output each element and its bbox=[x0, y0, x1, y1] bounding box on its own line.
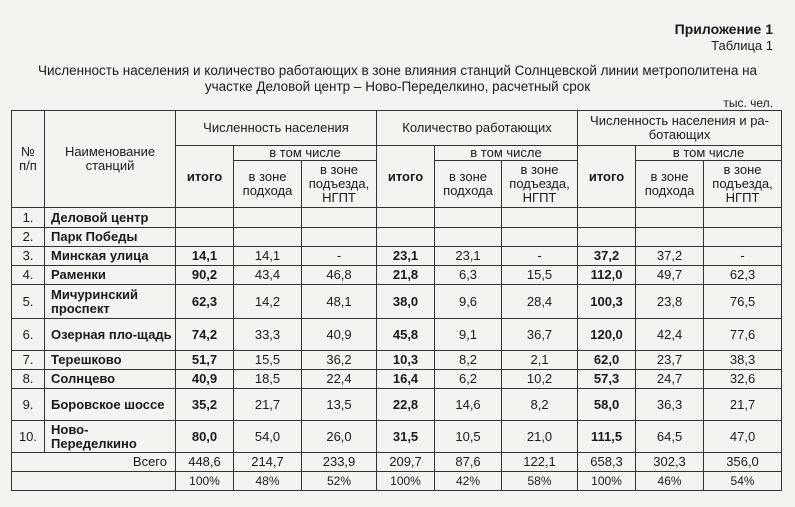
row-number: 4. bbox=[12, 266, 45, 285]
value-cell: 36,7 bbox=[502, 319, 578, 351]
station-name: Боровское шоссе bbox=[45, 389, 176, 421]
row-number: 2. bbox=[12, 228, 45, 247]
value-cell: 49,7 bbox=[636, 266, 704, 285]
row-number: 7. bbox=[12, 351, 45, 370]
percent-row bbox=[12, 472, 782, 491]
value-cell: 76,5 bbox=[704, 285, 782, 319]
value-cell: 23,7 bbox=[636, 351, 704, 370]
station-name: Терешково bbox=[45, 351, 176, 370]
value-cell: 21,0 bbox=[502, 421, 578, 453]
value-cell: 64,5 bbox=[636, 421, 704, 453]
table-row bbox=[12, 247, 782, 266]
value-cell: 21,8 bbox=[377, 266, 435, 285]
value-cell: 10,2 bbox=[502, 370, 578, 389]
value-cell: 40,9 bbox=[176, 370, 234, 389]
value-cell: 57,3 bbox=[578, 370, 636, 389]
value-cell bbox=[176, 228, 234, 247]
value-cell: 33,3 bbox=[234, 319, 302, 351]
value-cell: 51,7 bbox=[176, 351, 234, 370]
g3-ride-header: в зоне подъезда, НГПТ bbox=[704, 161, 782, 208]
value-cell bbox=[704, 228, 782, 247]
value-cell: 74,2 bbox=[176, 319, 234, 351]
station-name: Ново-Переделкино bbox=[45, 421, 176, 453]
percent-cell: 100% bbox=[377, 472, 435, 491]
value-cell: 9,1 bbox=[435, 319, 502, 351]
total-cell: 233,9 bbox=[302, 453, 377, 472]
value-cell: 42,4 bbox=[636, 319, 704, 351]
percent-cell: 54% bbox=[704, 472, 782, 491]
percent-cell: 48% bbox=[234, 472, 302, 491]
value-cell: - bbox=[302, 247, 377, 266]
value-cell: 112,0 bbox=[578, 266, 636, 285]
percent-cell: 100% bbox=[578, 472, 636, 491]
percent-cell: 42% bbox=[435, 472, 502, 491]
table-title bbox=[0, 63, 795, 95]
value-cell: 10,5 bbox=[435, 421, 502, 453]
appendix-label: Приложение 1 bbox=[674, 21, 773, 37]
g2-walk-header: в зоне подхода bbox=[435, 161, 502, 208]
value-cell bbox=[377, 208, 435, 228]
group-workers-header: Количество работающих bbox=[377, 111, 578, 146]
value-cell bbox=[636, 208, 704, 228]
value-cell: 38,0 bbox=[377, 285, 435, 319]
value-cell: 32,6 bbox=[704, 370, 782, 389]
value-cell: 14,1 bbox=[176, 247, 234, 266]
total-cell: 658,3 bbox=[578, 453, 636, 472]
total-cell: 356,0 bbox=[704, 453, 782, 472]
value-cell: 37,2 bbox=[636, 247, 704, 266]
table-row bbox=[12, 228, 782, 247]
value-cell: 46,8 bbox=[302, 266, 377, 285]
g1-ride-header: в зоне подъезда, НГПТ bbox=[302, 161, 377, 208]
value-cell bbox=[435, 208, 502, 228]
value-cell: 36,2 bbox=[302, 351, 377, 370]
value-cell: 45,8 bbox=[377, 319, 435, 351]
total-label: Всего bbox=[12, 453, 176, 472]
value-cell: 15,5 bbox=[502, 266, 578, 285]
col-num-header: № п/п bbox=[12, 111, 45, 208]
station-name: Раменки bbox=[45, 266, 176, 285]
value-cell: 111,5 bbox=[578, 421, 636, 453]
g1-total-header: итого bbox=[176, 146, 234, 208]
units-label: тыс. чел. bbox=[723, 96, 773, 110]
value-cell: 23,1 bbox=[435, 247, 502, 266]
table-row bbox=[12, 208, 782, 228]
row-number: 5. bbox=[12, 285, 45, 319]
value-cell: 6,3 bbox=[435, 266, 502, 285]
row-number: 3. bbox=[12, 247, 45, 266]
value-cell: 24,7 bbox=[636, 370, 704, 389]
value-cell: 77,6 bbox=[704, 319, 782, 351]
title-line-2: участке Деловой центр – Ново-Переделкино, расчетный срок bbox=[204, 79, 591, 94]
value-cell bbox=[502, 208, 578, 228]
total-cell: 214,7 bbox=[234, 453, 302, 472]
percent-cell: 58% bbox=[502, 472, 578, 491]
table-row bbox=[12, 266, 782, 285]
value-cell: 100,3 bbox=[578, 285, 636, 319]
value-cell: 9,6 bbox=[435, 285, 502, 319]
value-cell bbox=[234, 228, 302, 247]
g2-incl-header: в том числе bbox=[435, 146, 578, 161]
value-cell: 10,3 bbox=[377, 351, 435, 370]
value-cell: 120,0 bbox=[578, 319, 636, 351]
total-row bbox=[12, 453, 782, 472]
population-table bbox=[11, 110, 782, 491]
station-name: Парк Победы bbox=[45, 228, 176, 247]
value-cell bbox=[636, 228, 704, 247]
value-cell: 80,0 bbox=[176, 421, 234, 453]
value-cell: 90,2 bbox=[176, 266, 234, 285]
value-cell: 38,3 bbox=[704, 351, 782, 370]
value-cell: 28,4 bbox=[502, 285, 578, 319]
title-line-1: Численность населения и количество работающих в зоне влияния станций Солнцевской линии метрополитена на bbox=[37, 63, 758, 78]
g2-ride-header: в зоне подъезда, НГПТ bbox=[502, 161, 578, 208]
value-cell: 22,4 bbox=[302, 370, 377, 389]
col-name-header: Наименование станций bbox=[45, 111, 176, 208]
value-cell: 13,5 bbox=[302, 389, 377, 421]
table-row bbox=[12, 319, 782, 351]
table-row bbox=[12, 285, 782, 319]
value-cell: 6,2 bbox=[435, 370, 502, 389]
value-cell bbox=[704, 208, 782, 228]
row-number: 1. bbox=[12, 208, 45, 228]
value-cell: 14,2 bbox=[234, 285, 302, 319]
g3-total-header: итого bbox=[578, 146, 636, 208]
value-cell: 31,5 bbox=[377, 421, 435, 453]
value-cell: - bbox=[704, 247, 782, 266]
value-cell: 48,1 bbox=[302, 285, 377, 319]
row-number: 6. bbox=[12, 319, 45, 351]
table-body bbox=[12, 208, 782, 491]
percent-label-empty bbox=[12, 472, 176, 491]
value-cell: 16,4 bbox=[377, 370, 435, 389]
percent-cell: 100% bbox=[176, 472, 234, 491]
group-combined-header: Численность населения и ра-ботающих bbox=[578, 111, 782, 146]
station-name: Озерная пло-щадь bbox=[45, 319, 176, 351]
value-cell: 14,6 bbox=[435, 389, 502, 421]
value-cell: 58,0 bbox=[578, 389, 636, 421]
g1-walk-header: в зоне подхода bbox=[234, 161, 302, 208]
value-cell bbox=[578, 228, 636, 247]
total-cell: 122,1 bbox=[502, 453, 578, 472]
value-cell: 26,0 bbox=[302, 421, 377, 453]
value-cell: 43,4 bbox=[234, 266, 302, 285]
value-cell: 54,0 bbox=[234, 421, 302, 453]
row-number: 10. bbox=[12, 421, 45, 453]
value-cell: 14,1 bbox=[234, 247, 302, 266]
table-row bbox=[12, 351, 782, 370]
value-cell bbox=[578, 208, 636, 228]
group-population-header: Численность населения bbox=[176, 111, 377, 146]
value-cell bbox=[302, 228, 377, 247]
value-cell: 22,8 bbox=[377, 389, 435, 421]
table-number: Таблица 1 bbox=[711, 38, 773, 53]
station-name: Деловой центр bbox=[45, 208, 176, 228]
percent-cell: 52% bbox=[302, 472, 377, 491]
value-cell: 23,1 bbox=[377, 247, 435, 266]
value-cell: 47,0 bbox=[704, 421, 782, 453]
g3-incl-header: в том числе bbox=[636, 146, 782, 161]
value-cell: 62,3 bbox=[704, 266, 782, 285]
value-cell: 15,5 bbox=[234, 351, 302, 370]
row-number: 8. bbox=[12, 370, 45, 389]
value-cell: - bbox=[502, 247, 578, 266]
table-row bbox=[12, 370, 782, 389]
value-cell: 62,3 bbox=[176, 285, 234, 319]
table-row bbox=[12, 389, 782, 421]
value-cell: 8,2 bbox=[435, 351, 502, 370]
g2-total-header: итого bbox=[377, 146, 435, 208]
value-cell: 23,8 bbox=[636, 285, 704, 319]
value-cell: 21,7 bbox=[234, 389, 302, 421]
station-name: Минская улица bbox=[45, 247, 176, 266]
value-cell: 2,1 bbox=[502, 351, 578, 370]
total-cell: 448,6 bbox=[176, 453, 234, 472]
total-cell: 209,7 bbox=[377, 453, 435, 472]
value-cell bbox=[377, 228, 435, 247]
value-cell: 35,2 bbox=[176, 389, 234, 421]
row-number: 9. bbox=[12, 389, 45, 421]
value-cell: 37,2 bbox=[578, 247, 636, 266]
total-cell: 302,3 bbox=[636, 453, 704, 472]
station-name: Мичуринский проспект bbox=[45, 285, 176, 319]
value-cell bbox=[176, 208, 234, 228]
value-cell: 8,2 bbox=[502, 389, 578, 421]
value-cell: 40,9 bbox=[302, 319, 377, 351]
station-name: Солнцево bbox=[45, 370, 176, 389]
value-cell bbox=[502, 228, 578, 247]
value-cell bbox=[302, 208, 377, 228]
value-cell bbox=[234, 208, 302, 228]
percent-cell: 46% bbox=[636, 472, 704, 491]
total-cell: 87,6 bbox=[435, 453, 502, 472]
value-cell: 62,0 bbox=[578, 351, 636, 370]
value-cell bbox=[435, 228, 502, 247]
g3-walk-header: в зоне подхода bbox=[636, 161, 704, 208]
g1-incl-header: в том числе bbox=[234, 146, 377, 161]
value-cell: 36,3 bbox=[636, 389, 704, 421]
value-cell: 21,7 bbox=[704, 389, 782, 421]
table-row bbox=[12, 421, 782, 453]
value-cell: 18,5 bbox=[234, 370, 302, 389]
